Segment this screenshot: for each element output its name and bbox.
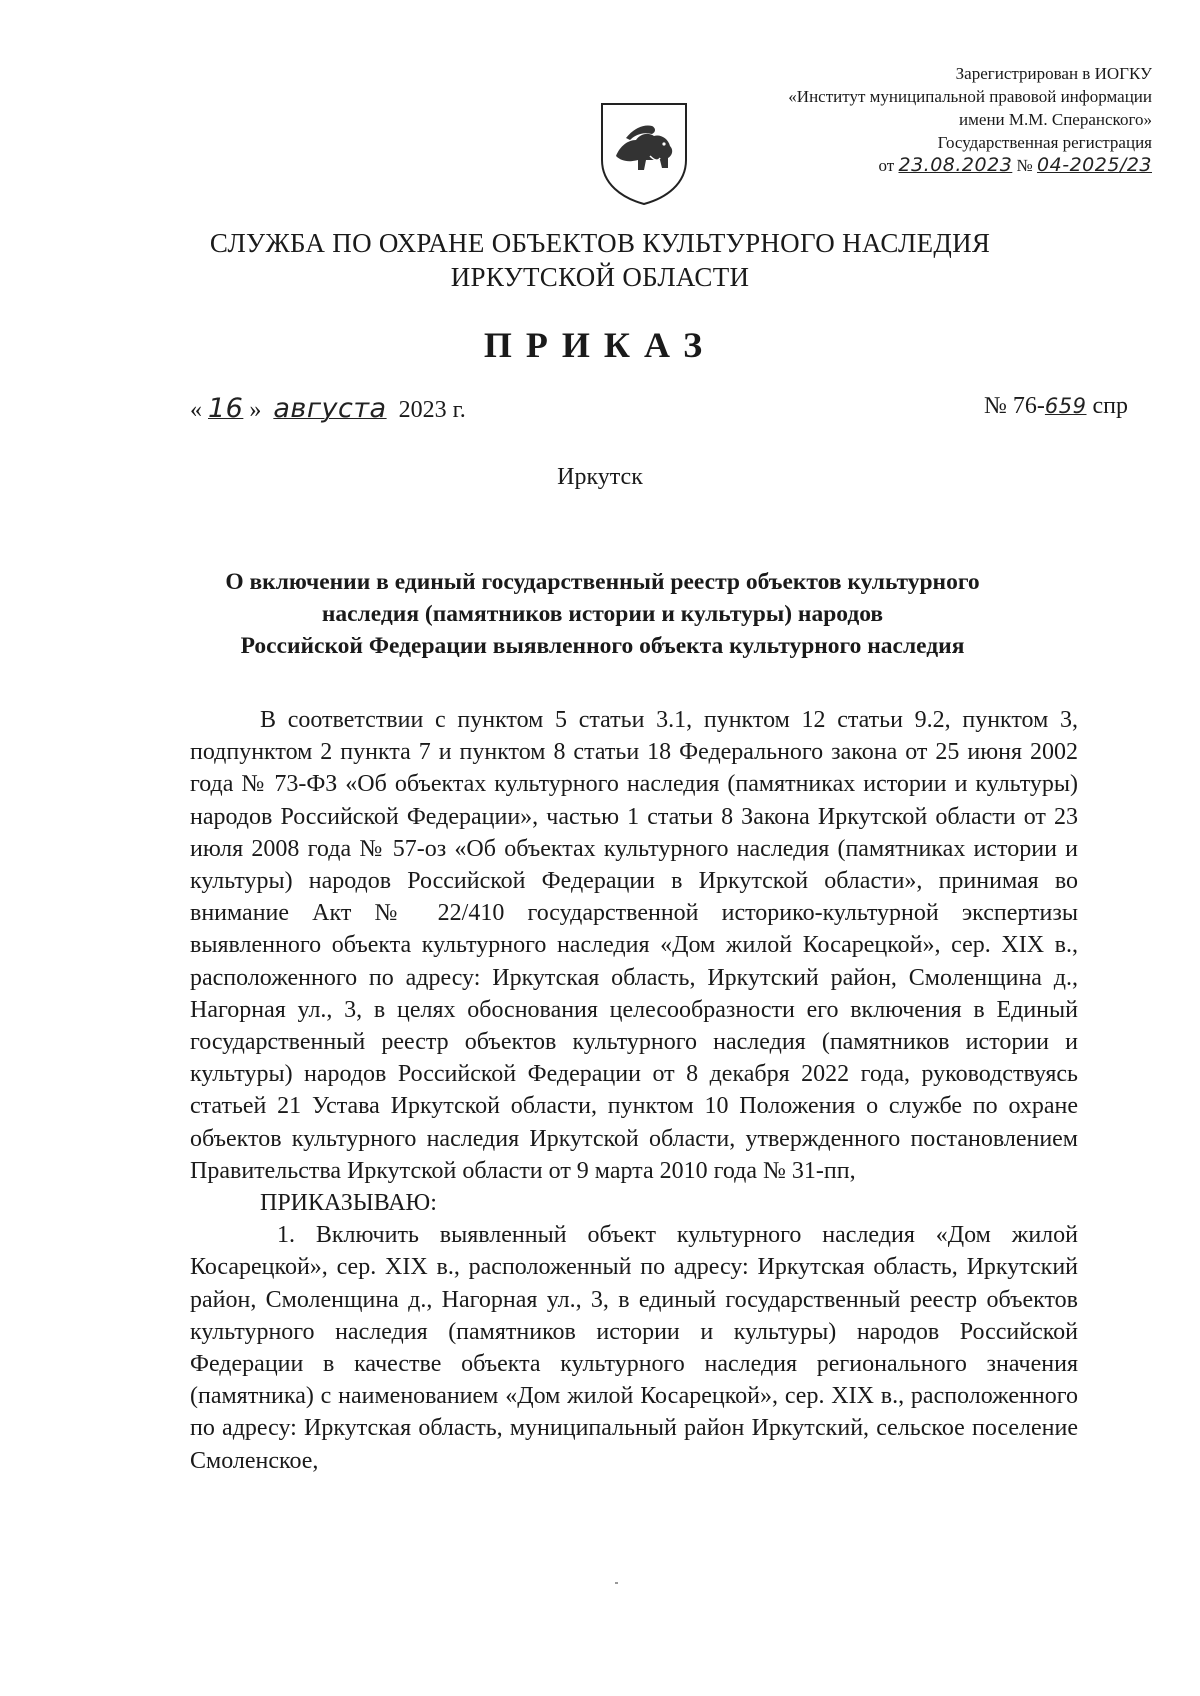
order-number-suffix: спр (1092, 393, 1128, 419)
document-title-line-3: Российской Федерации выявленного объекта культурного наследия (240, 633, 965, 659)
agency-name (0, 226, 1200, 294)
irkutsk-coat-of-arms-icon (598, 98, 690, 208)
order-word: ПРИКАЗЫВАЮ: (260, 1190, 437, 1217)
registration-date-line (632, 154, 1152, 177)
registration-line-4: Государственная регистрация (937, 133, 1152, 152)
registration-line-2: «Институт муниципальной правовой информации (788, 87, 1152, 106)
order-number-handwritten: 659 (1044, 394, 1087, 418)
order-date-close-quote: » (249, 397, 262, 423)
order-date-year: 2023 г. (398, 397, 466, 423)
document-body (190, 704, 1078, 1477)
order-number-prefix: № 76- (984, 393, 1045, 419)
order-date (190, 393, 466, 424)
registration-line-3: имени М.М. Сперанского» (959, 110, 1152, 129)
agency-name-line-2: ИРКУТСКОЙ ОБЛАСТИ (450, 262, 750, 292)
registration-number-prefix: № (1016, 156, 1033, 175)
document-title-line-1: О включении в единый государственный реестр объектов культурного (225, 569, 980, 595)
document-title-line-2: наследия (памятников истории и культуры) народов (321, 601, 884, 627)
registration-number-handwritten: 04-2025/23 (1037, 154, 1152, 176)
registration-date-handwritten: 23.08.2023 (898, 154, 1013, 176)
order-date-month-handwritten: августа (273, 393, 387, 424)
document-type-heading: ПРИКАЗ (483, 325, 717, 365)
agency-name-line-1: СЛУЖБА ПО ОХРАНЕ ОБЪЕКТОВ КУЛЬТУРНОГО НАСЛЕДИЯ (209, 228, 991, 258)
order-number (984, 393, 1128, 420)
preamble-paragraph: В соответствии с пунктом 5 статьи 3.1, пунктом 12 статьи 9.2, пунктом 3, подпунктом 2 пункта 7 и пунктом 8 статьи 18 Федерального закона от 25 июня 2002 года № 73-ФЗ «Об объектах культурного наследия (памятниках истории и культуры) народов Российской Федерации», частью 1 статьи 8 Закона Иркутской области от 23 июля 2008 года № 57-оз «Об объектах культурного наследия (памятниках истории и культуры) народов Российской Федерации в Иркутской области», принимая во внимание Акт № 22/410 государственной историко-культурной экспертизы выявленного объекта культурного наследия «Дом жилой Косарецкой», сер. XIX в., расположенного по адресу: Иркутская область, Иркутский район, Смоленщина д., Нагорная ул., 3, в целях обоснования целесообразности его включения в Единый государственный реестр объектов культурного наследия (памятников истории и культуры) народов Российской Федерации от 8 декабря 2022 года, руководствуясь статьей 21 Устава Иркутской области, пунктом 10 Положения о службе по охране объектов культурного наследия Иркутской области, утвержденного постановлением Правительства Иркутской области от 9 марта 2010 года № 31-пп, (190, 707, 1078, 1184)
registration-stamp (632, 62, 1152, 177)
document-title (150, 566, 1055, 662)
order-date-day-handwritten: 16 (208, 393, 244, 424)
registration-line-1: Зарегистрирован в ИОГКУ (955, 64, 1152, 83)
registration-date-prefix: от (878, 156, 895, 175)
order-item-1: 1. Включить выявленный объект культурного наследия «Дом жилой Косарецкой», сер. XIX в., расположенный по адресу: Иркутская область, Иркутский район, Смоленщина д., Нагорная ул., 3, в единый государственный реестр объектов культурного наследия (памятников истории и культуры) народов Российской Федерации в качестве объекта культурного наследия регионального значения (памятника) с наименованием «Дом жилой Косарецкой», сер. XIX в., расположенного по адресу: Иркутская область, муниципальный район Иркутский, сельское поселение Смоленское, (190, 1222, 1078, 1474)
order-date-open-quote: « (190, 397, 202, 423)
scan-speck (615, 1582, 618, 1584)
city-name: Иркутск (557, 464, 643, 490)
